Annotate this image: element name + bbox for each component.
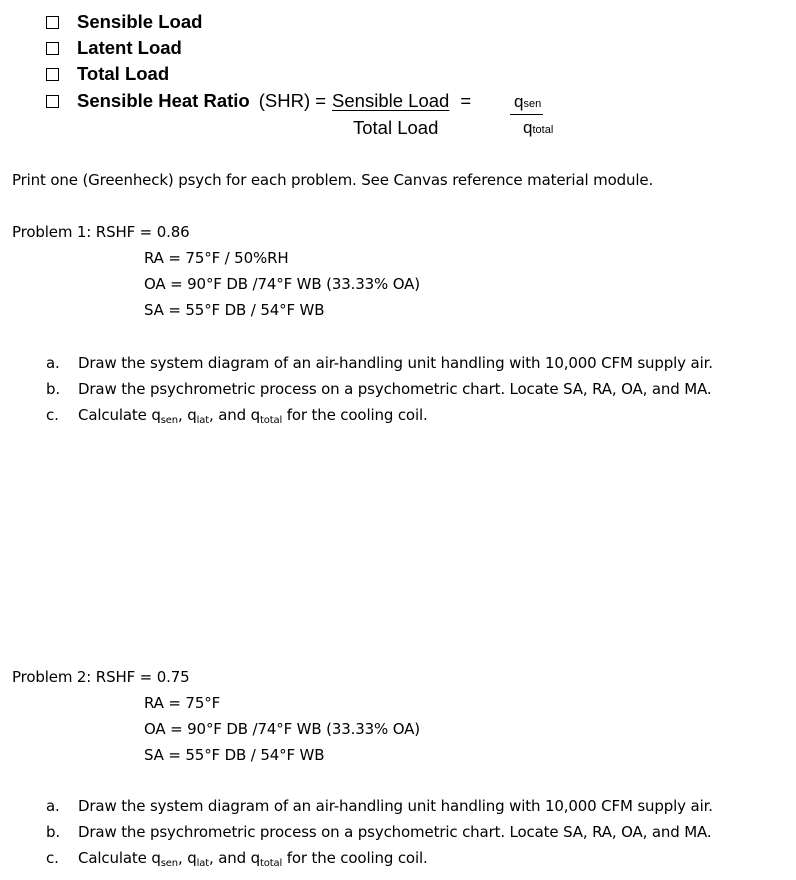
definition-latent-load (46, 36, 182, 60)
shr-q-denominator: qtotal (523, 118, 554, 137)
checkbox[interactable] (46, 16, 59, 29)
definition-label: Sensible Heat Ratio (77, 90, 250, 111)
problem-1-condition-ra: RA = 75°F / 50%RH (144, 249, 289, 267)
problem-2-task-c: c. Calculate $q_{sen}$, $q_{lat}$, and $q_{total}$ for the cooling coil. (46, 849, 428, 869)
problem-2-task-a: a. Draw the system diagram of an air-handling unit handling with 10,000 CFM supply air. (46, 797, 713, 815)
problem-1-task-a: a. Draw the system diagram of an air-handling unit handling with 10,000 CFM supply air. (46, 354, 713, 372)
problem-2-title: Problem 2: RSHF = 0.75 (12, 668, 190, 686)
instruction-text: Print one (Greenheck) psych for each problem. See Canvas reference material module. (12, 171, 654, 189)
checkbox[interactable] (46, 95, 59, 108)
definition-label: Latent Load (77, 37, 182, 58)
problem-1-task-c: c. Calculate $q_{sen}$, $q_{lat}$, and $q_{total}$ for the cooling coil. (46, 406, 428, 426)
checkbox[interactable] (46, 68, 59, 81)
shr-numerator: Sensible Load (332, 90, 450, 111)
shr-denominator: Total Load (353, 117, 439, 138)
problem-1-task-b: b. Draw the psychrometric process on a psychometric chart. Locate SA, RA, OA, and MA. (46, 380, 712, 398)
problem-1-title: Problem 1: RSHF = 0.86 (12, 223, 190, 241)
definition-shr (46, 89, 471, 113)
definition-sensible-load (46, 10, 202, 34)
definition-label: Total Load (77, 63, 170, 84)
definition-total-load (46, 62, 169, 86)
problem-2-condition-ra: RA = 75°F (144, 694, 221, 712)
shr-abbr: (SHR) = (258, 90, 327, 111)
problem-2-condition-oa: OA = 90°F DB /74°F WB (33.33% OA) (144, 720, 420, 738)
problem-1-condition-sa: SA = 55°F DB / 54°F WB (144, 301, 325, 319)
shr-equals: = (460, 90, 472, 111)
problem-2-task-b: b. Draw the psychrometric process on a psychometric chart. Locate SA, RA, OA, and MA. (46, 823, 712, 841)
problem-1-condition-oa: OA = 90°F DB /74°F WB (33.33% OA) (144, 275, 420, 293)
definition-label: Sensible Load (77, 11, 203, 32)
checkbox[interactable] (46, 42, 59, 55)
problem-2-condition-sa: SA = 55°F DB / 54°F WB (144, 746, 325, 764)
shr-q-numerator: qsen (510, 92, 543, 115)
